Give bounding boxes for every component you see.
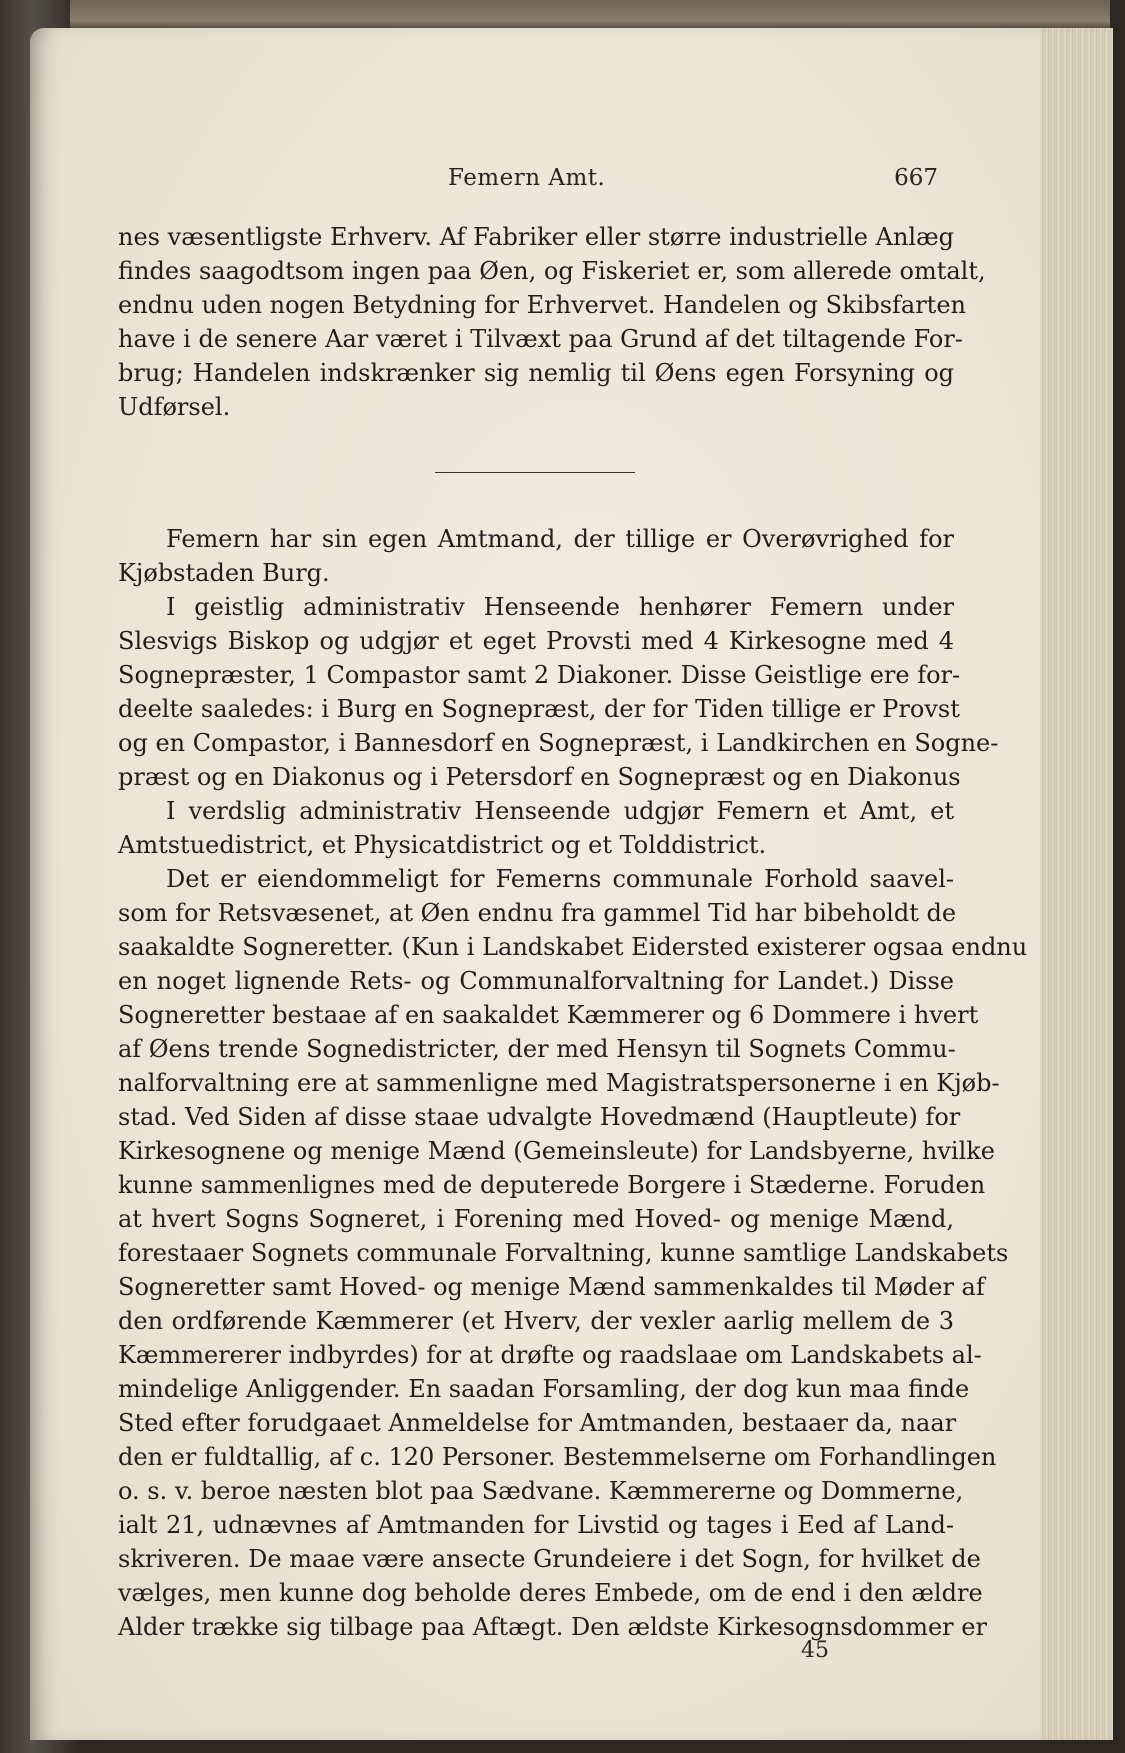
text-line: have i de senere Aar været i Tilvæxt paa Grund af det tiltagende For- xyxy=(118,325,963,353)
text-line: Kæmmererer indbyrdes) for at drøfte og raadslaae om Landskabets al- xyxy=(118,1341,982,1369)
text-line: mindelige Anliggender. En saadan Forsamling, der dog kun maa finde xyxy=(118,1375,970,1403)
text-line: Kirkesognene og menige Mænd (Gemeinsleute) for Landsbyerne, hvilke xyxy=(118,1137,995,1165)
text-line: præst og en Diakonus og i Petersdorf en Sognepræst og en Diakonus xyxy=(118,763,961,791)
page-header xyxy=(118,165,938,197)
text-line: findes saagodtsom ingen paa Øen, og Fiskeriet er, som allerede omtalt, xyxy=(118,257,986,285)
text-line: brug; Handelen indskrænker sig nemlig til Øens egen Forsyning og xyxy=(118,359,954,387)
text-line: vælges, men kunne dog beholde deres Embede, om de end i den ældre xyxy=(118,1579,983,1607)
running-head: Femern Amt. xyxy=(448,165,606,191)
text-line: saakaldte Sogneretter. (Kun i Landskabet Eidersted existerer ogsaa endnu xyxy=(118,933,1028,961)
page-number: 667 xyxy=(894,165,938,191)
text-line: af Øens trende Sognedistricter, der med Hensyn til Sognets Commu- xyxy=(118,1035,956,1063)
page-edges xyxy=(1030,28,1113,1740)
text-line: Femern har sin egen Amtmand, der tillige er Overøvrighed for xyxy=(166,525,954,553)
text-line: I geistlig administrativ Henseende henhører Femern under xyxy=(166,593,954,621)
page xyxy=(30,28,1040,1740)
paragraph-continuation xyxy=(118,220,986,424)
text-line: kunne sammenlignes med de deputerede Borgere i Stæderne. Foruden xyxy=(118,1171,986,1199)
text-line: Sogneretter samt Hoved- og menige Mænd sammenkaldes til Møder af xyxy=(118,1273,985,1301)
text-line: Sogneretter bestaae af en saakaldet Kæmmerer og 6 Dommere i hvert xyxy=(118,1001,979,1029)
text-line: Kjøbstaden Burg. xyxy=(118,559,330,587)
text-line: ialt 21, udnævnes af Amtmanden for Livstid og tages i Eed af Land- xyxy=(118,1511,954,1539)
book-cover-edge xyxy=(70,0,1110,30)
section-divider xyxy=(435,472,635,473)
text-line: endnu uden nogen Betydning for Erhvervet. Handelen og Skibsfarten xyxy=(118,291,966,319)
text-line: forestaaer Sognets communale Forvaltning, kunne samtlige Landskabets xyxy=(118,1239,1009,1267)
text-line: den er fuldtallig, af c. 120 Personer. Bestemmelserne om Forhandlingen xyxy=(118,1443,997,1471)
text-line: at hvert Sogns Sogneret, i Forening med Hoved- og menige Mænd, xyxy=(118,1205,954,1233)
text-line: og en Compastor, i Bannesdorf en Sognepræst, i Landkirchen en Sogne- xyxy=(118,729,999,757)
text-line: skriveren. De maae være ansecte Grundeiere i det Sogn, for hvilket de xyxy=(118,1545,981,1573)
text-line: Slesvigs Biskop og udgjør et eget Provsti med 4 Kirkesogne med 4 xyxy=(118,627,954,655)
text-line: Udførsel. xyxy=(118,393,231,421)
text-line: I verdslig administrativ Henseende udgjør Femern et Amt, et xyxy=(166,797,954,825)
text-line: stad. Ved Siden af disse staae udvalgte Hovedmænd (Hauptleute) for xyxy=(118,1103,961,1131)
text-line: som for Retsvæsenet, at Øen endnu fra gammel Tid har bibeholdt de xyxy=(118,899,957,927)
text-line: deelte saaledes: i Burg en Sognepræst, der for Tiden tillige er Provst xyxy=(118,695,960,723)
text-line: en noget lignende Rets- og Communalforvaltning for Landet.) Disse xyxy=(118,967,954,995)
section-administration xyxy=(118,522,1028,1644)
text-line: o. s. v. beroe næsten blot paa Sædvane. Kæmmererne og Dommerne, xyxy=(118,1477,964,1505)
text-line: Sognepræster, 1 Compastor samt 2 Diakoner. Disse Geistlige ere for- xyxy=(118,661,961,689)
text-line: Det er eiendommeligt for Femerns communale Forhold saavel- xyxy=(166,865,954,893)
text-line: Alder trække sig tilbage paa Aftægt. Den ældste Kirkesognsdommer er xyxy=(118,1613,987,1641)
text-line: Sted efter forudgaaet Anmeldelse for Amtmanden, bestaaer da, naar xyxy=(118,1409,957,1437)
signature-mark: 45 xyxy=(801,1638,829,1663)
text-line: den ordførende Kæmmerer (et Hverv, der vexler aarlig mellem de 3 xyxy=(118,1307,954,1335)
text-line: nalforvaltning ere at sammenligne med Magistratspersonerne i en Kjøb- xyxy=(118,1069,1000,1097)
text-line: Amtstuedistrict, et Physicatdistrict og et Tolddistrict. xyxy=(118,831,767,859)
text-line: nes væsentligste Erhverv. Af Fabriker eller større industrielle Anlæg xyxy=(118,223,954,251)
